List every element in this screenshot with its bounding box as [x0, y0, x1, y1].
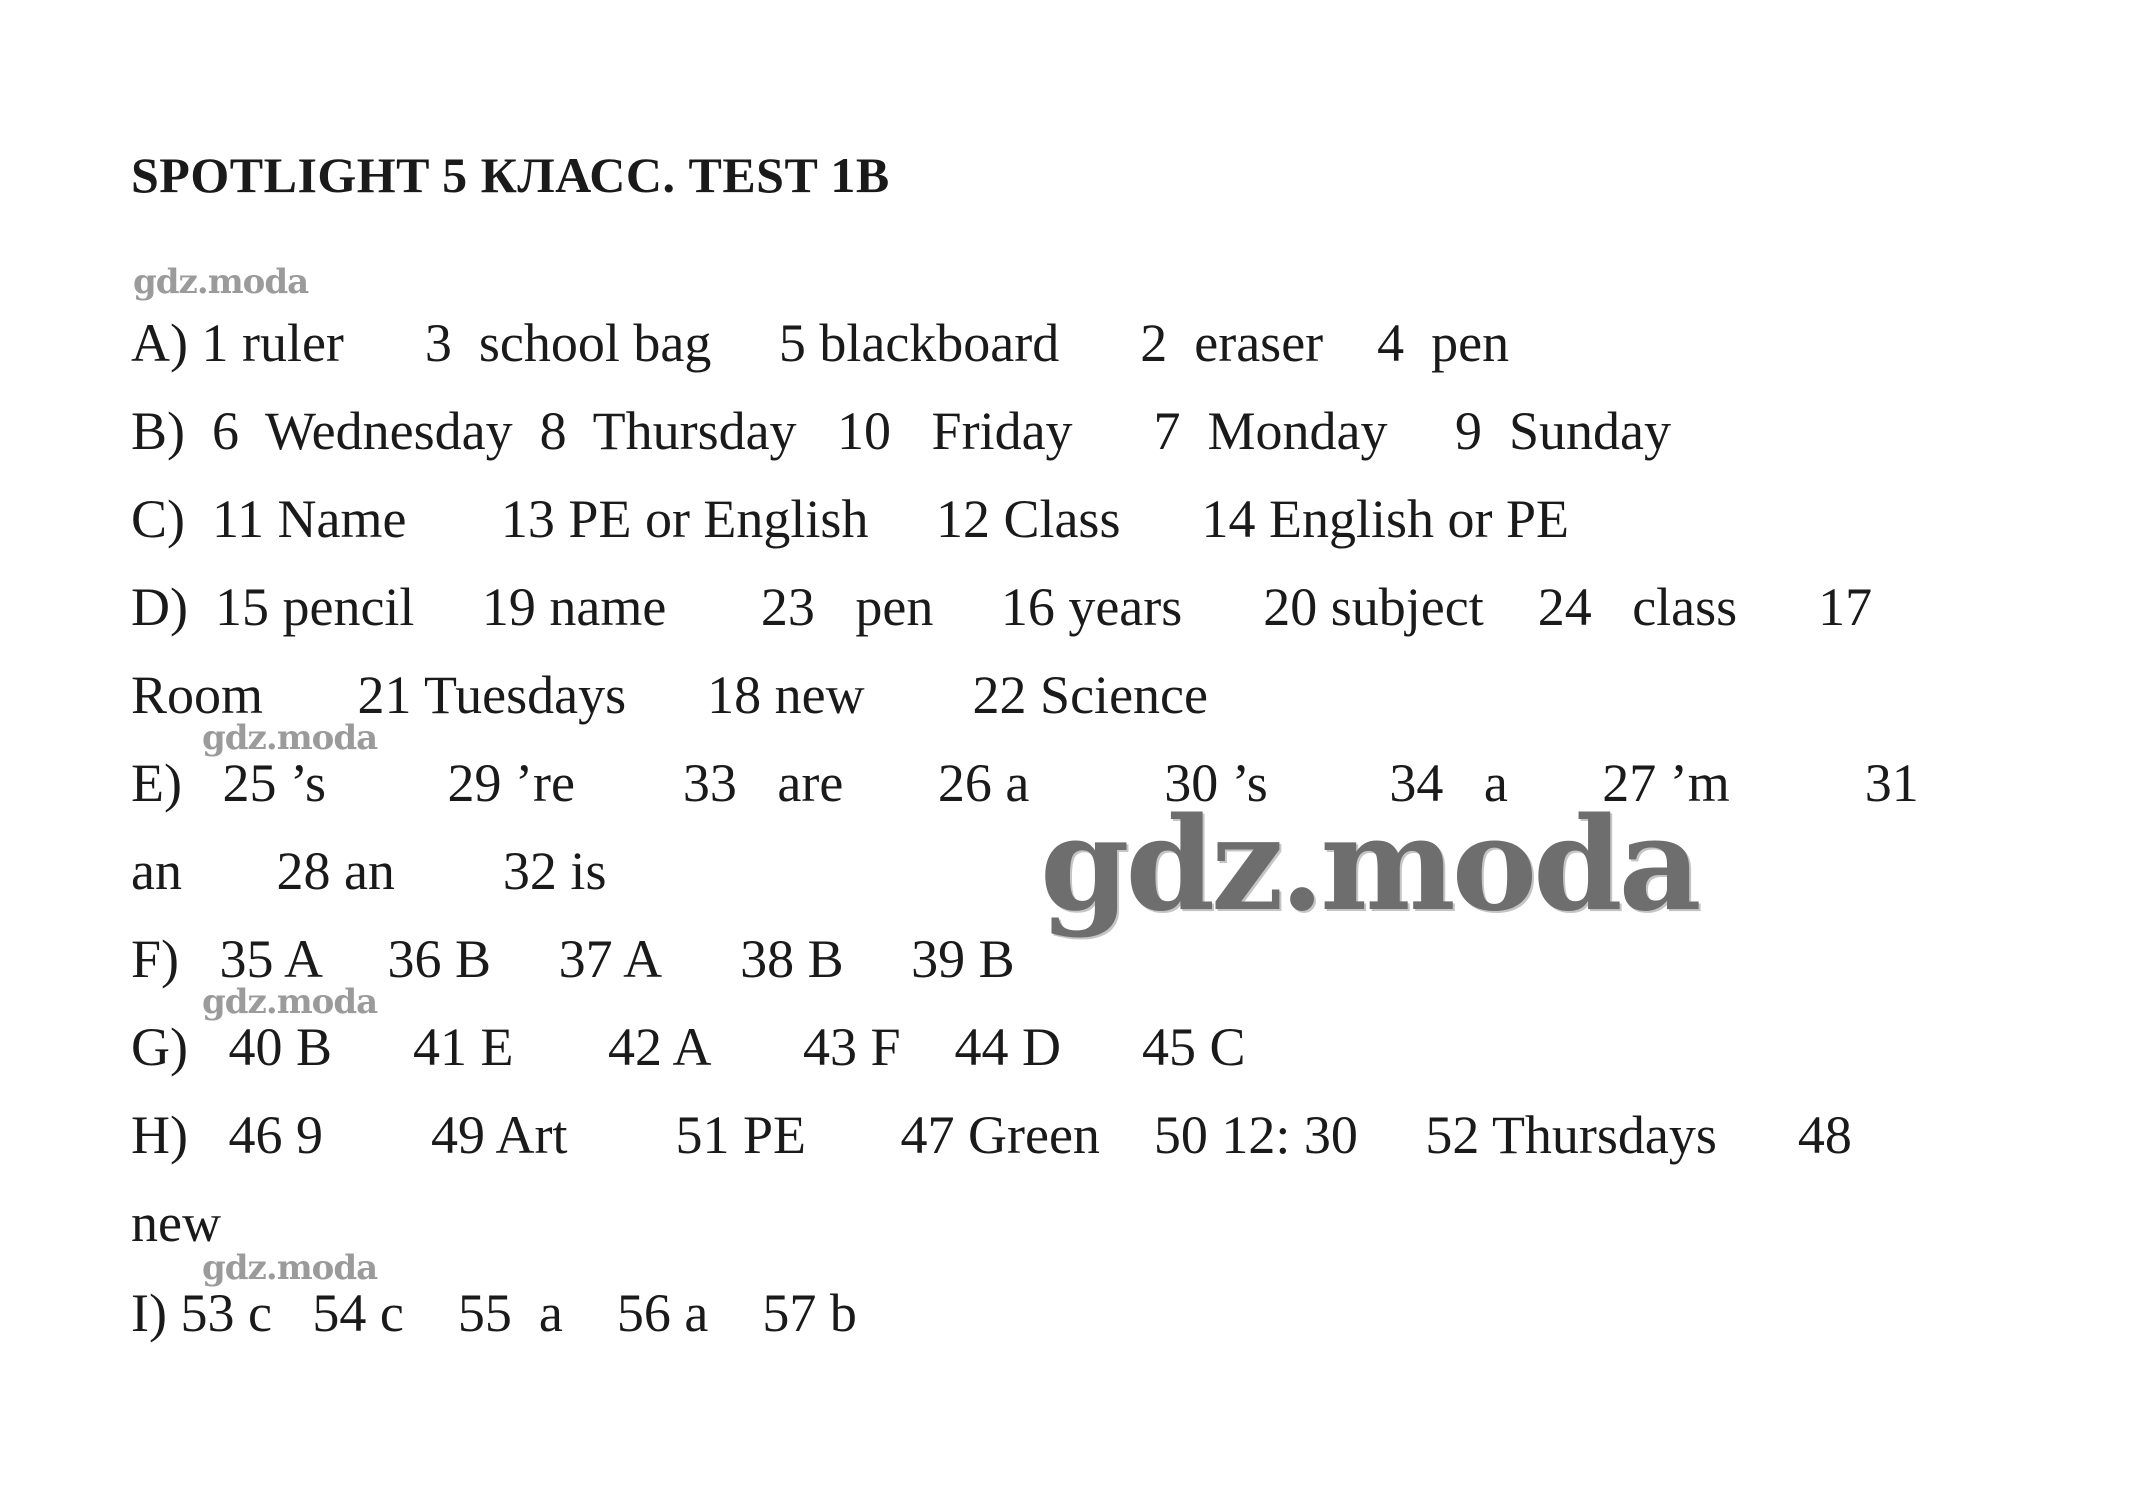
page-title: SPOTLIGHT 5 КЛАСС. TEST 1B: [131, 147, 890, 203]
answer-line-i: I) 53 c 54 c 55 a 56 a 57 b: [131, 1283, 857, 1343]
answer-line-d: D) 15 pencil 19 name 23 pen 16 years 20 subject 24 class 17: [131, 577, 1873, 637]
watermark-logo: gdz.moda: [202, 1248, 378, 1288]
answer-line-h-continued: new: [131, 1193, 221, 1253]
answer-line-g: G) 40 B 41 E 42 A 43 F 44 D 45 C: [131, 1017, 1246, 1077]
answer-line-a: A) 1 ruler 3 school bag 5 blackboard 2 eraser 4 pen: [131, 313, 1510, 373]
watermark-logo: gdz.moda: [202, 718, 378, 758]
answer-line-e-continued: an 28 an 32 is: [131, 841, 607, 901]
watermark-logo: gdz.moda: [133, 262, 309, 302]
answer-line-b: B) 6 Wednesday 8 Thursday 10 Friday 7 Monday 9 Sunday: [131, 401, 1672, 461]
answer-line-e: E) 25 ’s 29 ’re 33 are 26 a 30 ’s 34 a 27 ’m 31: [131, 753, 1919, 813]
answer-line-d-continued: Room 21 Tuesdays 18 new 22 Science: [131, 665, 1208, 725]
answer-line-f: F) 35 A 36 B 37 A 38 B 39 B: [131, 929, 1015, 989]
answer-line-c: C) 11 Name 13 PE or English 12 Class 14 English or PE: [131, 489, 1569, 549]
answer-line-h: H) 46 9 49 Art 51 PE 47 Green 50 12: 30 52 Thursdays 48: [131, 1105, 1852, 1165]
watermark-logo: gdz.moda: [202, 982, 378, 1022]
watermark-logo-large: gdz.moda: [1040, 790, 1698, 940]
